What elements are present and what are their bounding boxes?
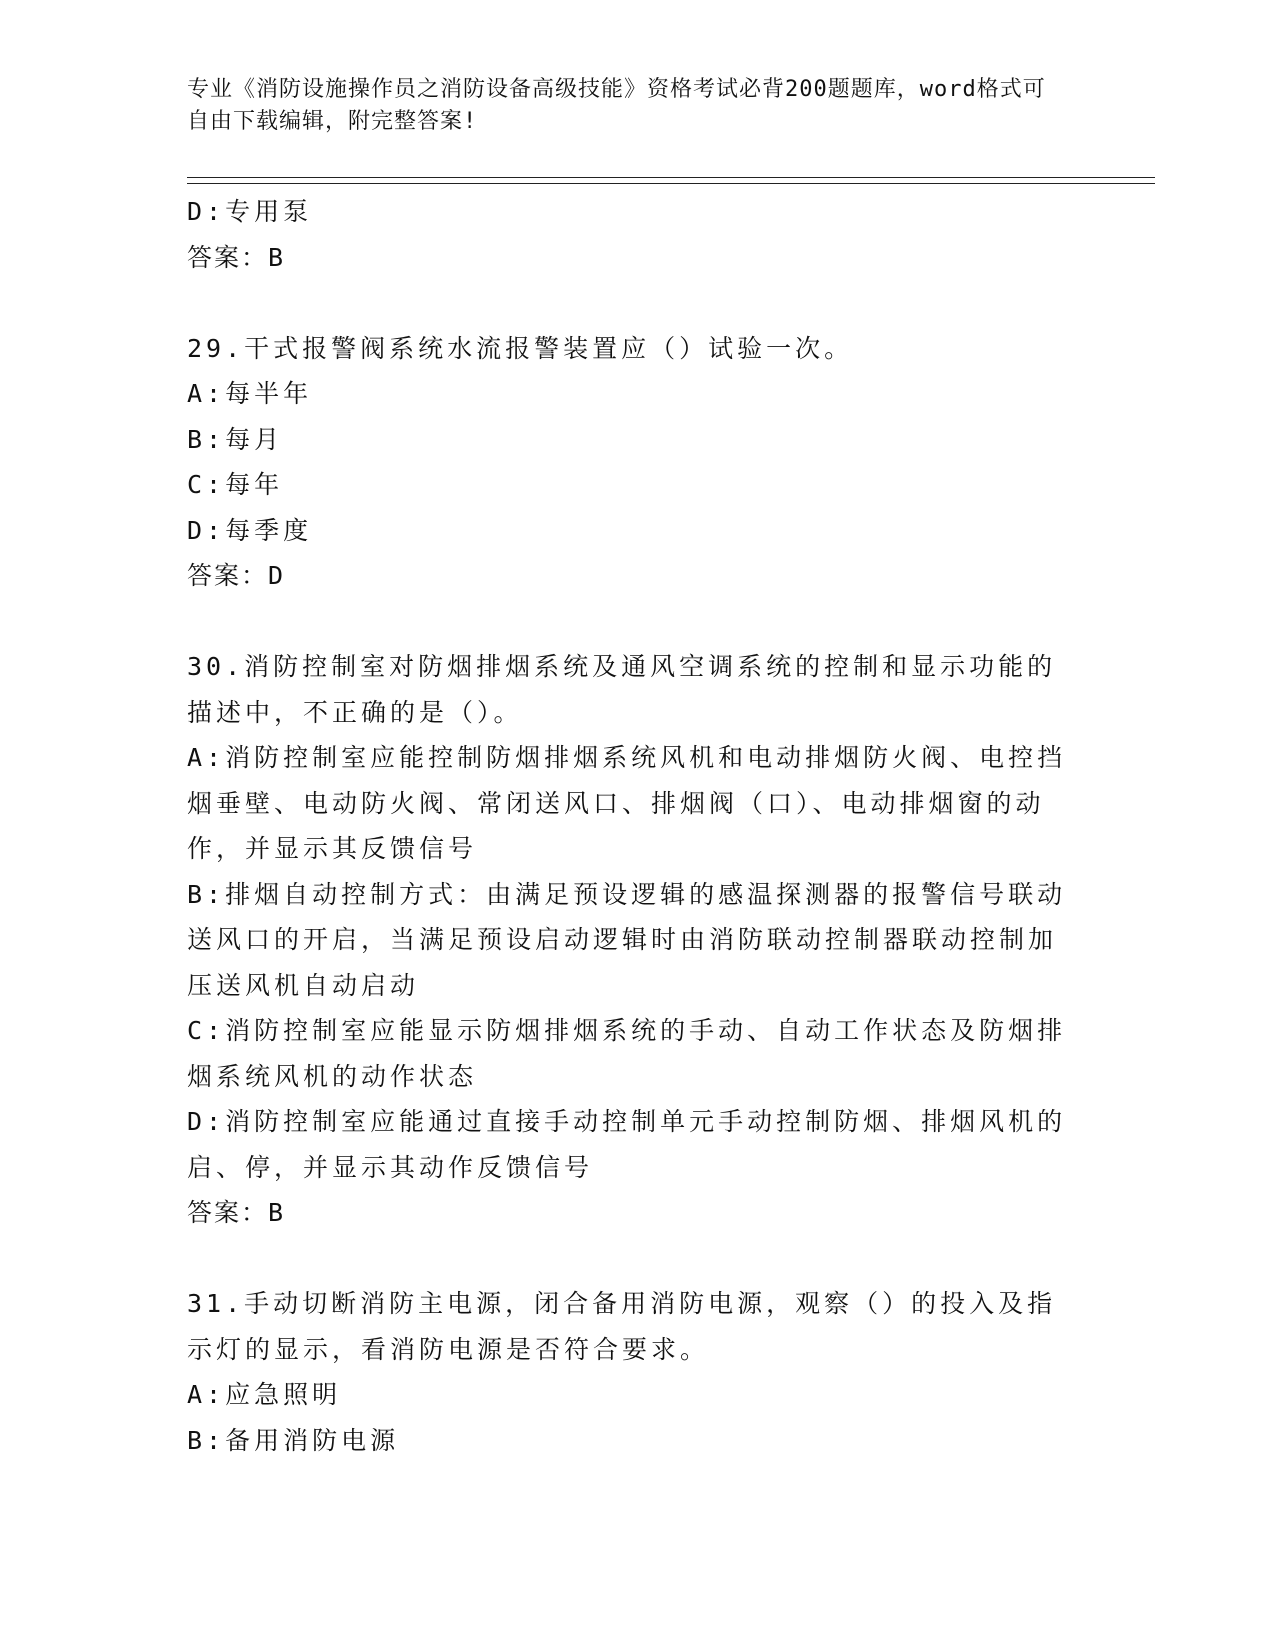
header-divider-top (187, 177, 1155, 178)
option-text: 消防控制室应能控制防烟排烟系统风机和电动排烟防火阀、电控挡烟垂壁、电动防火阀、常闭送风口、排烟阀（口）、电动排烟窗的动作，并显示其反馈信号 (187, 743, 1067, 863)
question-content (187, 189, 1067, 1463)
option-a (187, 1372, 1067, 1418)
option-label: D: (187, 1107, 226, 1136)
option-a (187, 735, 1067, 872)
answer-value: D (268, 561, 286, 590)
option-label: A: (187, 379, 226, 408)
option-text: 排烟自动控制方式：由满足预设逻辑的感温探测器的报警信号联动送风口的开启，当满足预设启动逻辑时由消防联动控制器联动控制加压送风机自动启动 (187, 879, 1067, 1000)
answer-value: B (268, 1198, 286, 1227)
option-text: 每季度 (225, 515, 313, 545)
option-label: C: (187, 470, 226, 499)
option-label: D: (187, 515, 226, 545)
option-label: B: (187, 424, 226, 454)
answer-line (187, 1190, 1067, 1236)
option-label: A: (187, 743, 226, 772)
option-text: 消防控制室应能显示防烟排烟系统的手动、自动工作状态及防烟排烟系统风机的动作状态 (187, 1016, 1067, 1091)
question-stem: 30.消防控制室对防烟排烟系统及通风空调系统的控制和显示功能的描述中，不正确的是（）。 (187, 652, 1057, 727)
question-block-29 (187, 326, 1067, 599)
option-label: D: (187, 197, 226, 226)
option-label: B: (187, 1425, 226, 1455)
answer-value: B (268, 242, 286, 272)
option-text: 备用消防电源 (225, 1425, 400, 1455)
option-text: 每半年 (225, 379, 313, 408)
option-b (187, 1418, 1067, 1464)
spacer (187, 599, 1067, 645)
option-d (187, 508, 1067, 554)
option-c (187, 462, 1067, 508)
option-text: 专用泵 (225, 197, 313, 226)
question-block-31 (187, 1281, 1067, 1463)
option-text: 每年 (225, 470, 284, 499)
option-b (187, 872, 1067, 1009)
spacer (187, 280, 1067, 326)
option-label: A: (187, 1380, 226, 1409)
option-label: C: (187, 1016, 226, 1045)
option-b (187, 417, 1067, 463)
question-stem: 29.干式报警阀系统水流报警装置应（）试验一次。 (187, 333, 854, 363)
question-block-28 (187, 189, 1067, 280)
answer-label: 答案： (187, 561, 269, 590)
answer-label: 答案： (187, 242, 269, 272)
answer-line (187, 553, 1067, 599)
option-text: 每月 (225, 424, 284, 454)
option-a (187, 371, 1067, 417)
option-text: 消防控制室应能通过直接手动控制单元手动控制防烟、排烟风机的启、停，并显示其动作反馈信号 (187, 1107, 1067, 1182)
option-label: B: (187, 879, 226, 909)
header-divider-bottom (187, 183, 1155, 184)
spacer (187, 1236, 1067, 1282)
option-text: 应急照明 (225, 1380, 342, 1409)
option-d (187, 1099, 1067, 1190)
question-stem: 31.手动切断消防主电源，闭合备用消防电源，观察（）的投入及指示灯的显示，看消防电源是否符合要求。 (187, 1289, 1057, 1364)
document-header: 专业《消防设施操作员之消防设备高级技能》资格考试必背200题题库，word格式可自由下载编辑，附完整答案! (187, 77, 1046, 134)
question-block-30 (187, 644, 1067, 1236)
answer-line (187, 235, 1067, 281)
option-c (187, 1008, 1067, 1099)
answer-label: 答案： (187, 1198, 269, 1227)
option-d (187, 189, 1067, 235)
